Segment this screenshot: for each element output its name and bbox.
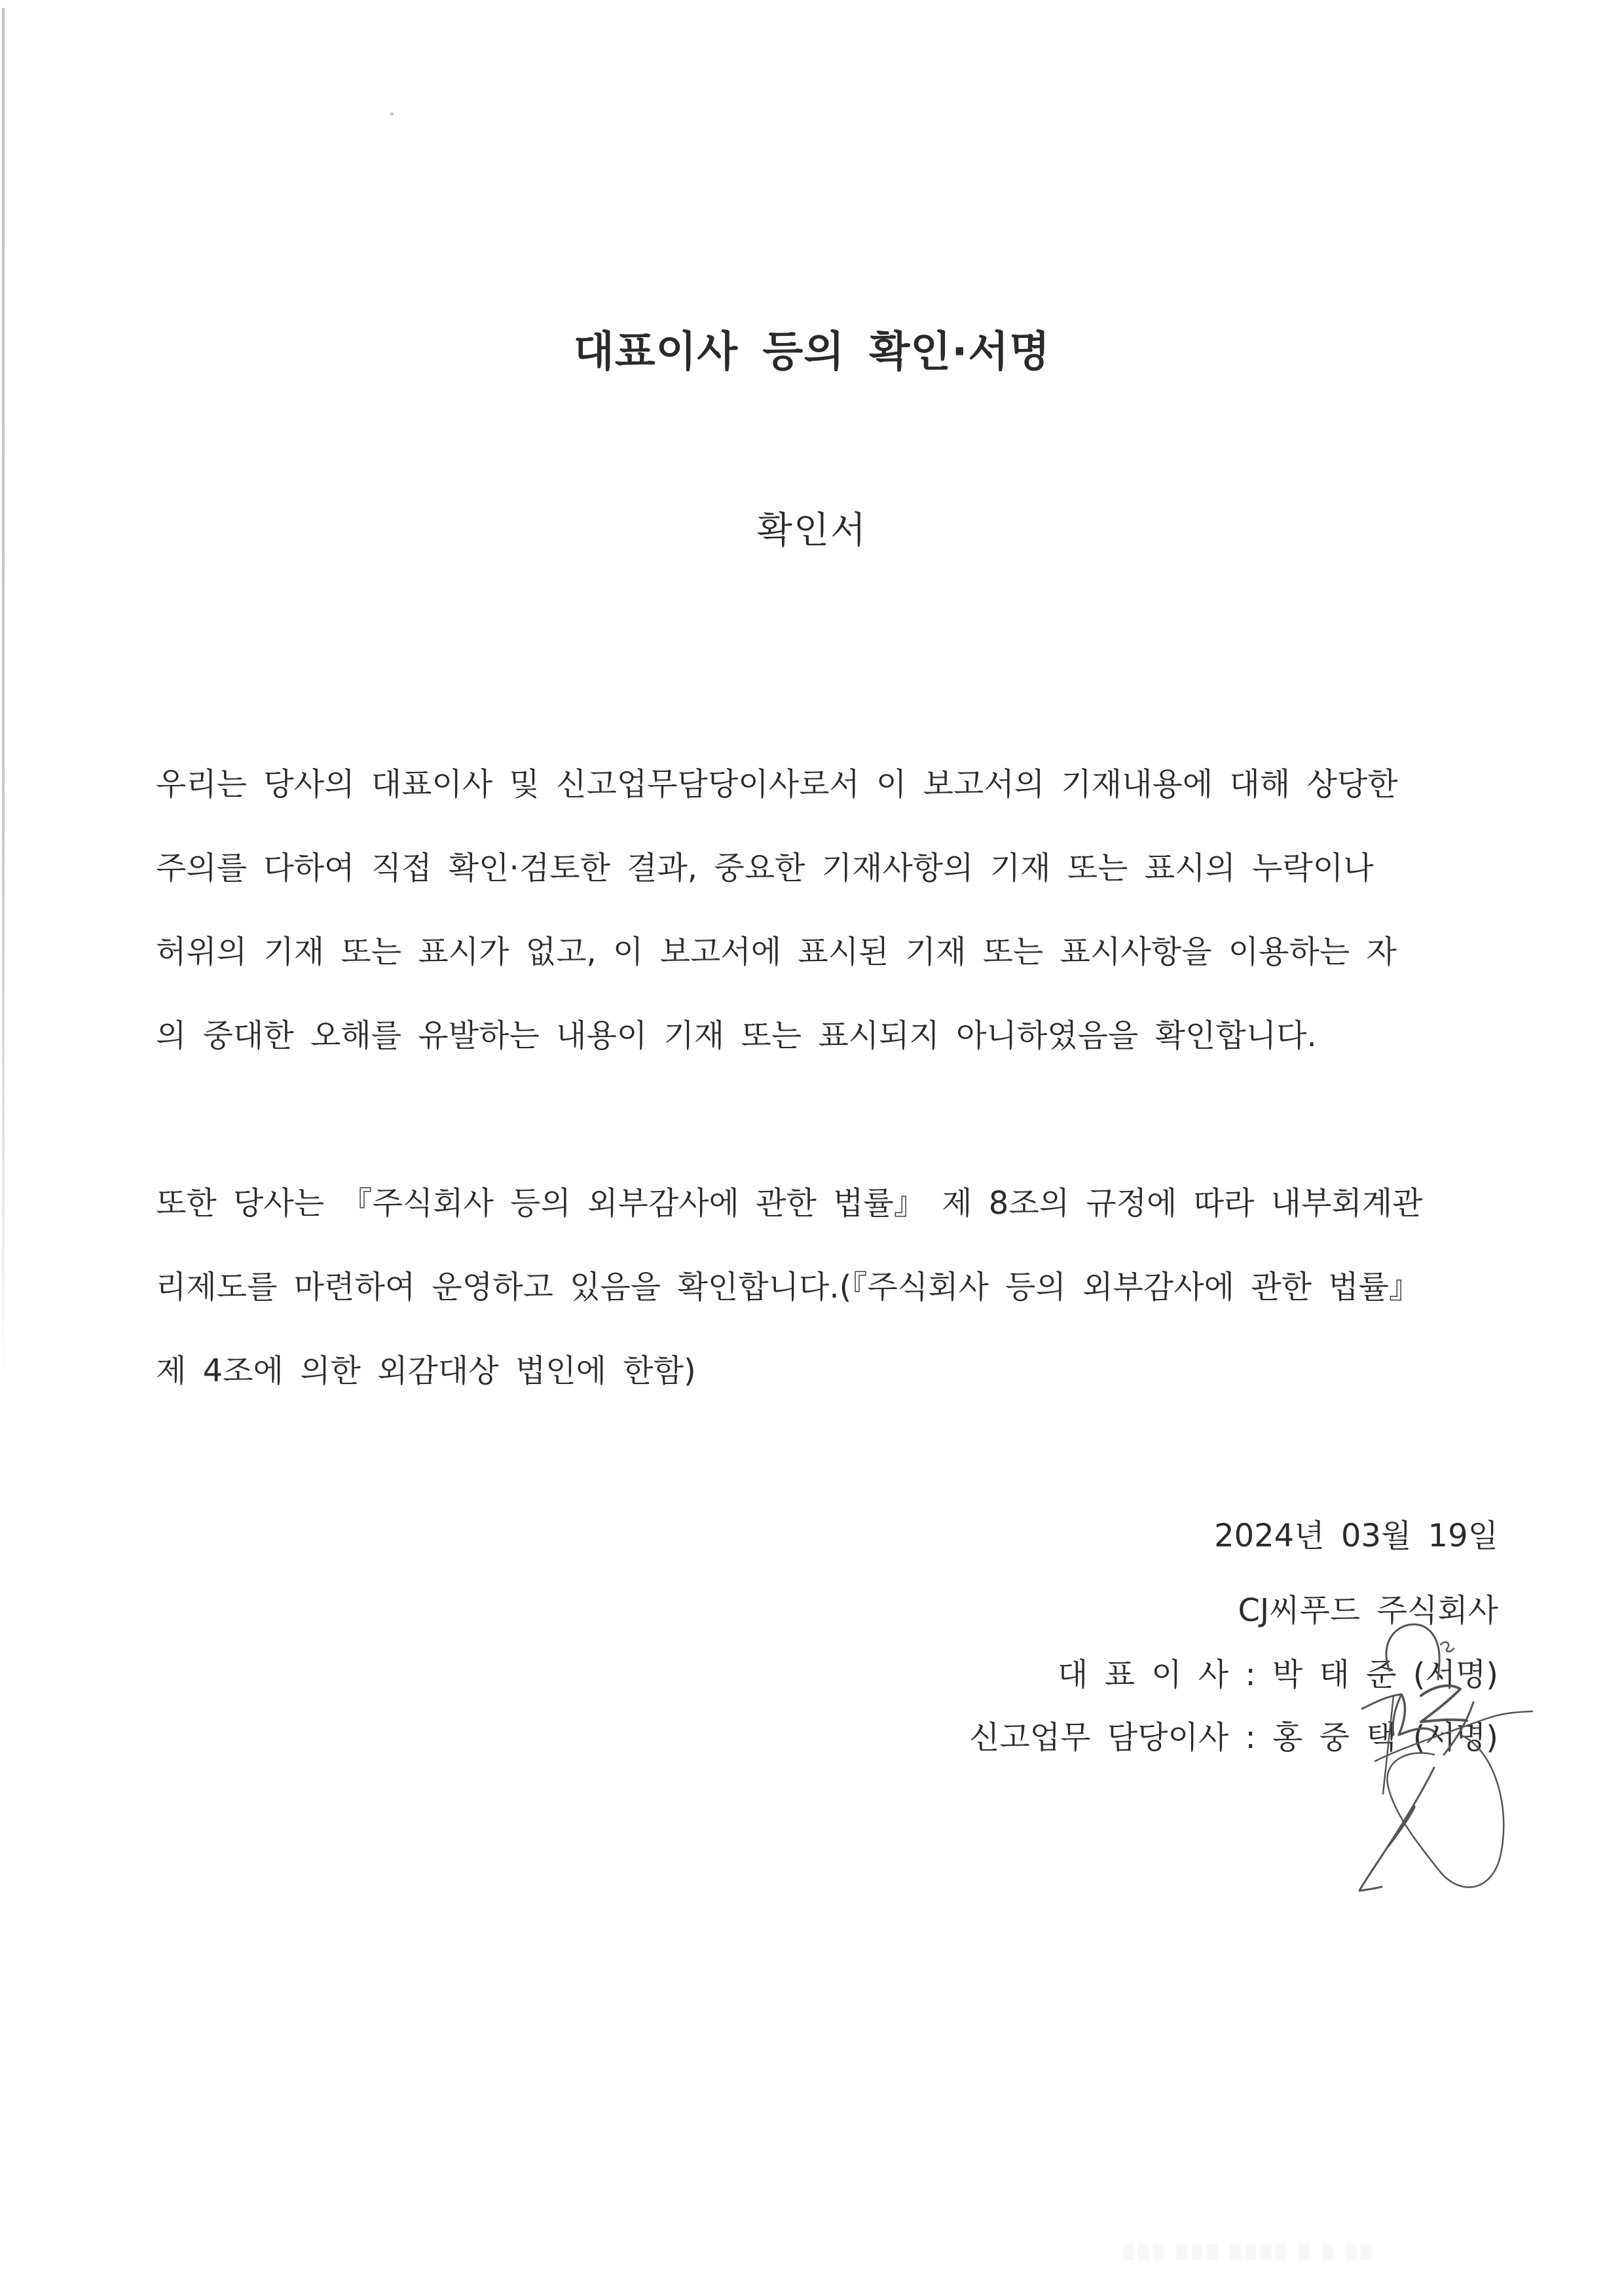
- paragraph-line: 리제도를 마련하여 운영하고 있음을 확인합니다.(『주식회사 등의 외부감사에 관한 법률』: [156, 1269, 1420, 1305]
- signing-date: 2024년 03월 19일: [1214, 1518, 1498, 1554]
- paragraph-line: 우리는 당사의 대표이사 및 신고업무담당이사로서 이 보고서의 기재내용에 대해 상당한: [156, 766, 1398, 803]
- document-subtitle: 확인서: [756, 509, 868, 552]
- signature-block: [969, 1516, 1498, 1781]
- paragraph-line: 주의를 다하여 직접 확인·검토한 결과, 중요한 기재사항의 기재 또는 표시의 누락이나: [156, 850, 1374, 886]
- scan-edge-artifact: [2, 8, 5, 1383]
- ceo-signature-line: 대 표 이 사 : 박 태 준 (서명): [1057, 1656, 1498, 1693]
- page-title: 대표이사 등의 확인·서명: [573, 328, 1051, 376]
- scan-speck-artifact: [390, 113, 394, 115]
- paragraph-line: 허위의 기재 또는 표시가 없고, 이 보고서에 표시된 기재 또는 표시사항을 이용하는 자: [156, 934, 1397, 970]
- paragraph-line: 제 4조에 의한 외감대상 법인에 한함): [156, 1353, 696, 1389]
- confirmation-paragraph: [156, 765, 1492, 1100]
- internal-control-paragraph: [156, 1184, 1492, 1435]
- company-name: CJ씨푸드 주식회사: [1238, 1592, 1498, 1629]
- paragraph-line: 또한 당사는 『주식회사 등의 외부감사에 관한 법률』 제 8조의 규정에 따라 내부회계관: [156, 1185, 1423, 1222]
- reporting-officer-signature-line: 신고업무 담당이사 : 홍 중 택 (서명): [969, 1719, 1498, 1756]
- faint-scan-footer-artifact: ▒▒▒ ▒▒▒ ▒▒▒▒ ▒ ▒ ▒▒: [1123, 2244, 1376, 2260]
- paragraph-line: 의 중대한 오해를 유발하는 내용이 기재 또는 표시되지 아니하였음을 확인합니다.: [156, 1017, 1317, 1054]
